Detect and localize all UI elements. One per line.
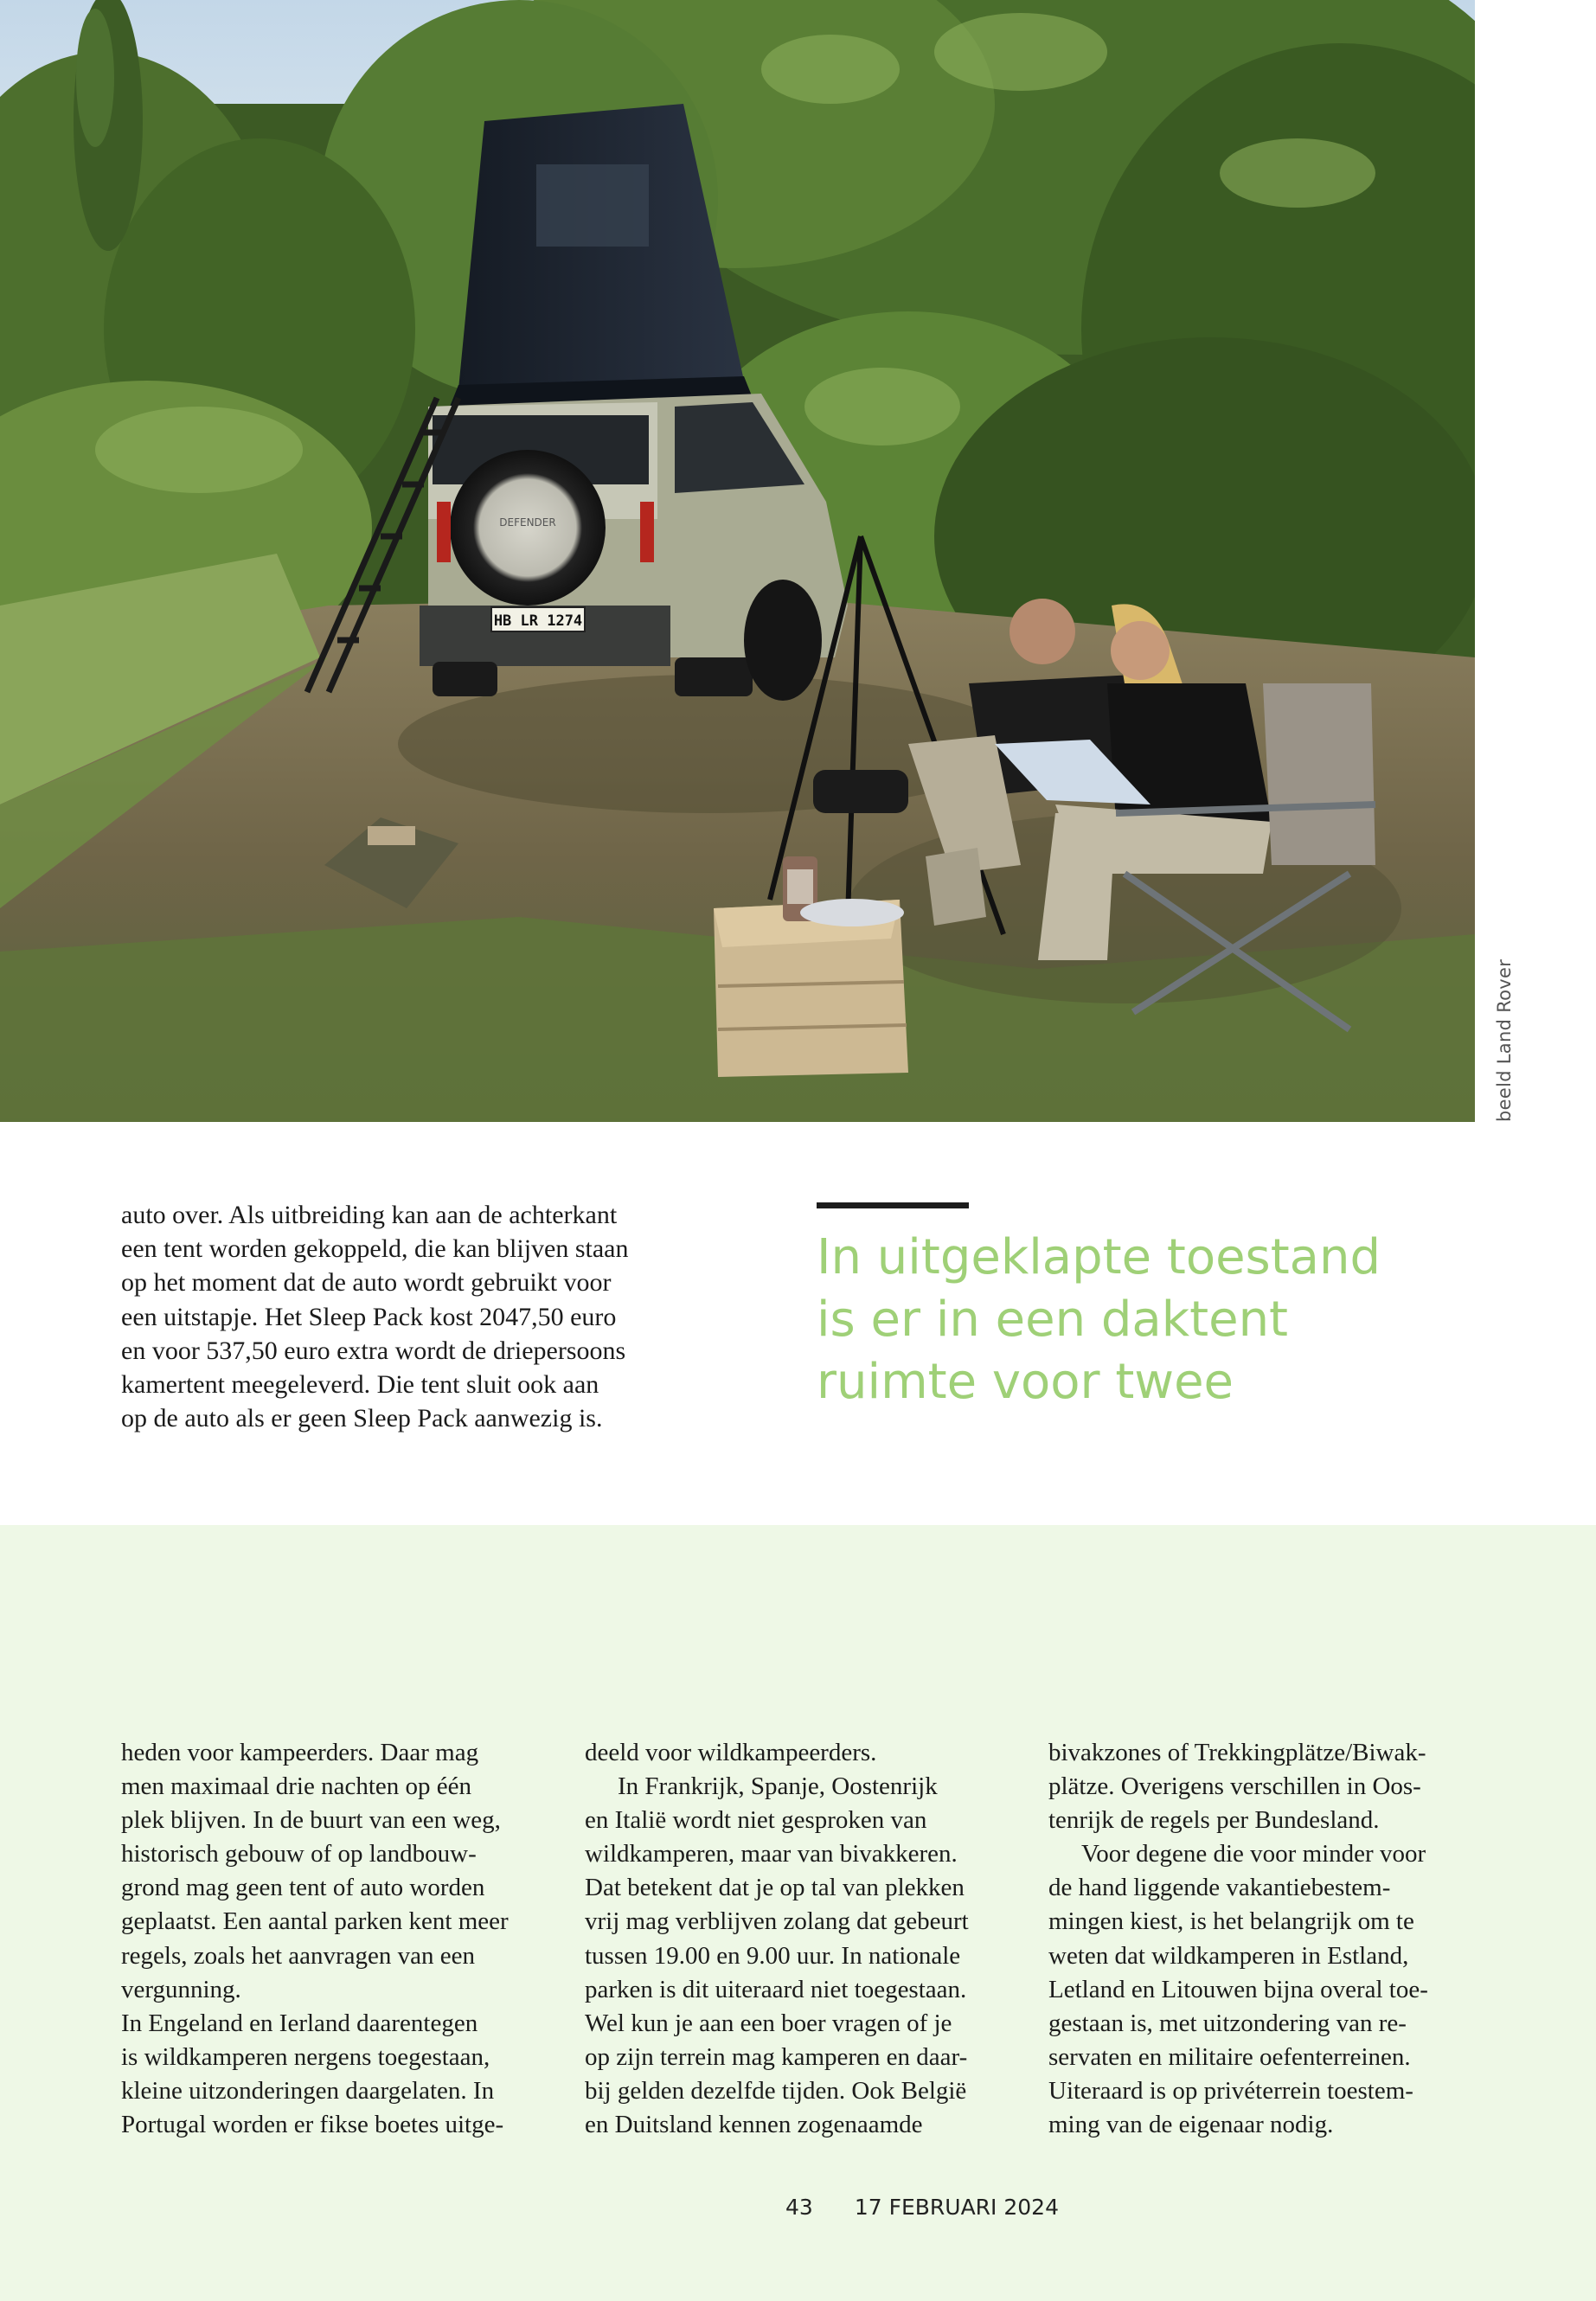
svg-text:HB LR 1274: HB LR 1274 xyxy=(493,612,583,630)
page-number: 43 xyxy=(785,2195,813,2220)
article-continuation: auto over. Als uitbreiding kan aan de achterkant een tent worden gekoppeld, die kan blijven staan op het moment dat de auto wordt gebruikt voor een uitstapje. Het Sleep Pack kost 2047,50 euro en voor 537,50 euro extra wordt de driepersoons kamertent meegeleverd. Die tent sluit ook aan op de auto als er geen Sleep Pack aanwezig is. xyxy=(121,1201,629,1433)
col1-paragraph-2: In Engeland en Ierland daarentegen is wildkamperen nergens toegestaan, kleine uitzonderingen daargelaten. In Portugal worden er fikse boetes uitge- xyxy=(121,2009,504,2139)
body-column-1 xyxy=(121,1736,580,2142)
page-footer xyxy=(785,2195,1059,2220)
hero-photo-illustration xyxy=(0,0,1475,1122)
col2-paragraph-1: deeld voor wildkampeerders. xyxy=(585,1739,877,1766)
pull-quote-rule xyxy=(817,1202,969,1208)
body-column-3 xyxy=(1048,1736,1507,2142)
col3-paragraph-1: bivakzones of Trekkingplätze/Biwak- plätze. Overigens verschillen in Oos- tenrijk de regels per Bundesland. xyxy=(1048,1739,1426,1835)
body-column-2 xyxy=(585,1736,1043,2142)
col1-paragraph-1: heden voor kampeerders. Daar mag men maximaal drie nachten op één plek blijven. In de buurt van een weg, historisch gebouw of op landbouw- grond mag geen tent of auto worden geplaatst. Een aantal parken kent meer regels, zoals het aanvragen van een vergunning. xyxy=(121,1739,509,2003)
pull-quote: In uitgeklapte toestand is er in een daktent ruimte voor twee xyxy=(817,1229,1381,1410)
col2-paragraph-2: In Frankrijk, Spanje, Oostenrijk en Italië wordt niet gesproken van wildkamperen, maar van bivakkeren. Dat betekent dat je op tal van plekken vrij mag verblijven zolang dat gebeurt tussen 19.00 en 9.00 uur. In nationale parken is dit uiteraard niet toegestaan. Wel kun je aan een boer vragen of je op zijn terrein mag kamperen en daar- bij gelden dezelfde tijden. Ook België en Duitsland kennen zogenaamde xyxy=(585,1772,969,2139)
photo-credit: beeld Land Rover xyxy=(1494,958,1515,1122)
col3-paragraph-2: Voor degene die voor minder voor de hand liggende vakantiebestem- mingen kiest, is het belangrijk om te weten dat wildkamperen in Estland, Letland en Litouwen bijna overal toe- gestaan is, met uitzondering van re- servaten en militaire oefenterreinen. Uiteraard is op privéterrein toestem- ming van de eigenaar nodig. xyxy=(1048,1840,1428,2139)
issue-date: 17 FEBRUARI 2024 xyxy=(854,2195,1059,2220)
tire-brand: DEFENDER xyxy=(499,516,556,529)
hero-photo xyxy=(0,0,1475,1122)
